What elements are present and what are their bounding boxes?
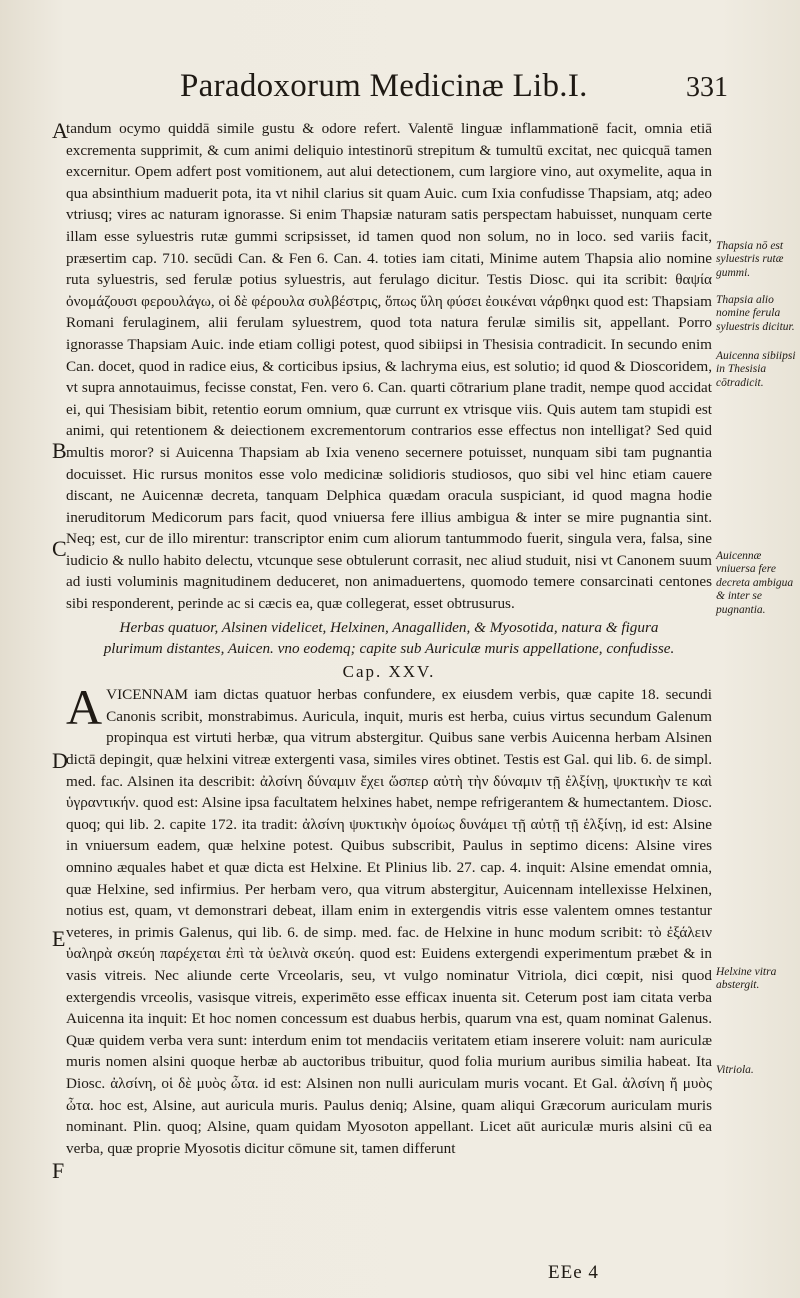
chapter-heading: Cap. XXV. xyxy=(342,661,436,681)
sidenote-thapsia-ferula: Thapsia alio nomine ferula syluestris dicitur. xyxy=(716,294,795,333)
chapter-body-text: VICENNAM iam dictas quatuor herbas confundere, ex eiusdem verbis, quæ capite 18. secundi Canonis scribit, monstrabimus. Auricula, inquit, muris est herba, cuius virtus secundum Galenum propinqua est virtuti herbæ, qua vitrum abstergitur. Quibus sane verbis Auicenna herbam Alsinen dictā depingit, quæ helxini vitreæ extergenti vasa, similes vires obtinet. Testis est Gal. qui lib. 6. de simpl. med. fac. Alsinen ita describit: ἀλσίνη δύναμιν ἔχει ὥσπερ αὐτὴ τὴν δύναμιν τῇ ἑλξίνῃ, ψυκτικὴν τε καὶ ὑγραντικήν. quod est: Alsine ipsa facultatem helxines habet, nempe refrigerantem & humectantem. Diosc. quoq; qui lib. 2. capite 172. ita tradit: ἀλσίνη ψυκτικὴν ὁμοίως δυνάμει τῇ αὐτῇ τῇ ἑλξίνῃ, id est: Alsine in vniuersum eadem, quæ helxine potest. Quibus subscribit, Paulus in septimo dicens: Alsine vires omnino æquales habet et quæ dicta est Helxine. Et Plinius lib. 27. cap. 4. inquit: Alsine emendat omnia, quæ Helxine, sed infirmius. Per herbam vero, qua vitrum abstergitur, Auicennam intellexisse Helxinen, notius est, quam, vt demonstrari debeat, illam enim in extergendis vitris esse valentem omnes testantur veteres, in primis Galenus, qui lib. 6. de simp. med. fac. de Helxine in hunc modum scribit: τὸ ἐξάλειν ὑαληρὰ σκεύη παρέχεται ἐπὶ τὰ ὑελινὰ σκεύη. quod est: Euidens extergendi experimentum præbet & in vasis vitreis. Nec aliunde certe Vrceolaris, seu, vt vulgo nominatur Vitriola, dici cœpit, nisi quod extergendis vrceolis, vasisque vitreis, experimēto esse efficax inuenta sit. Ceterum post iam citata verba Auicenna ita inquit: Et hoc nomen concessum est duabus herbis, quarum vna est, quam nominat Galenus. Quæ quidem verba vera sunt: interdum enim tot mendaciis veritatem etiam inserere voluit: nam auriculæ muris nomen alsini quoque herbæ ab auctoribus tribuitur, quod folia murium auribus similia habeat. Ita Diosc. ἀλσίνη, οἱ δὲ μυὸς ὦτα. id est: Alsinen non nulli auriculam muris vocant. Et Gal. ἀλσίνη ἤ μυὸς ὦτα. hoc est, Alsine, aut auricula muris. Paulus deniq; Alsine, quam aliqui Græcorum auriculam muris nominant. Plin. quoq; Alsine, quam quidam Myosoton appellant. Licet aūt auriculæ muris alsini cū ea verba, quæ proprie Myosotis dicitur cōmune sit, tamen differunt xyxy=(66,686,712,1157)
paragraph-thapsia: tandum ocymo quiddā simile gustu & odore refert. Valentē linguæ inflammationē facit, omnia etiā excrementa supprimit, & cum animi deliquio intestinorū strepitum & tumultū excitat, nec quicquā tamen excernitur. Opem adfert post vomitionem, aut alui detectionem, cum largiore vino, aut oxymelite, aqua in qua absinthium maduerit pota, ita vt nihil clarius sit quam Auic. cum Ixia confudisse Thapsiam, atq; adeo vtriusq; vires ac naturam ignorasse. Si enim Thapsiæ naturam satis perspectam habuisset, nunquam certe illam esse syluestris rutæ gummi scripsisset, id tamen quod non solum, no in loco. sed variis facit, præsertim cap. 710. secūdi Can. & Fen 6. Can. 4. toties iam citati, Minime autem Thapsia alio nomine ruta syluestris, sed ferulæ potius syluestris, aut ferulago dicitur. Testis Diosc. qui ita scribit: θαψία ὀνομάζουσι φερουλάγω, οἱ δὲ φέρουλα συλβέστρις, ὅπως ὕλη φύσει ἐοικέναι νάρθηκι quod est: Thapsiam Romani ferulaginem, alii ferulam syluestrem, quod tota natura ferulæ similis sit, appellant. Porro ignorasse Thapsiam Auic. inde etiam colligi potest, quod sibiipsi in Thesisia contradicit. In secundo enim Can. docet, quod in radice eius, & corticibus ipsius, & lachryma eius, est solutio; id quod & Dioscoridem, vt supra annotauimus, fecisse constat, Fen. vero 6. Can. quarti cōtrarium plane tradit, nempe quod accidat ei, qui Thesisiam bibit, retentio eorum omnium, quæ currunt ex vtrisque viis. Quis autem tam stupidi est animi, qui retentionem & deiectionem excrementorum contrarios esse effectus non intelligat? Sed quid multis moror? si Auicenna Thapsiam ab Ixia veneno secernere potuisset, nunquam sibi tam pugnantia docuisset. Hic rursus monitos esse volo medicinæ solidioris studiosos, quo sibi vel hinc etiam cauere discant, ne Auicennæ decreta, tanquam Delphica quædam oracula suspiciant, id quod magna hodie ineruditorum Medicorum pars facit, quod vniuersa fere illius ambigua & inter se mire pugnantia sint. Neq; est, cur de illo mirentur: transcriptor enim cum aliorum tantummodo fuerit, singula vera, falsa, sine iudicio & nullo habito delectu, vtcunque sese obtulerunt corrasit, nec aliud studuit, nisi vt Canonem suum ad iusti voluminis magnitudinem deduceret, non animaduertens, quomodo temere consarcinati centones sibi responderent, perinde ac si cæcis ea, quæ collegerat, esset obtrusurus. xyxy=(66,120,712,613)
sidenote-auicenna-contradicit: Auicenna sibiipsi in Thesisia cōtradicit. xyxy=(716,350,796,389)
margin-letter-c: C xyxy=(52,536,67,561)
sidenote-thapsia-not-rue: Thapsia nō est syluestris rutæ gummi. xyxy=(716,240,784,279)
signature-mark: EEe 4 xyxy=(548,1262,599,1283)
margin-letter-f: F xyxy=(52,1158,65,1183)
page-header xyxy=(180,68,740,108)
chapter-summary: Herbas quatuor, Alsinen videlicet, Helxinen, Anagalliden, & Myosotida, natura & figura plurimum distantes, Auicen. vno eodemq; capite sub Auriculæ muris appellatione, confudisse. xyxy=(103,618,675,657)
sidenote-vitriola: Vitriola. xyxy=(716,1064,754,1076)
margin-letter-e: E xyxy=(52,926,66,951)
sidenote-auicennae-decreta: Auicennæ vniuersa fere decreta ambigua & inter se pugnantia. xyxy=(716,550,794,616)
margin-letter-b: B xyxy=(52,438,67,463)
main-text-column xyxy=(66,118,712,1159)
drop-cap: A xyxy=(66,679,103,736)
margin-letter-d: D xyxy=(52,748,68,773)
margin-letter-a: A xyxy=(52,118,68,143)
page-number: 331 xyxy=(686,72,728,103)
running-title: Paradoxorum Medicinæ Lib.I. xyxy=(180,68,588,104)
chapter-paragraph xyxy=(66,679,712,1159)
sidenote-helxine: Helxine vitra abstergit. xyxy=(716,966,777,992)
